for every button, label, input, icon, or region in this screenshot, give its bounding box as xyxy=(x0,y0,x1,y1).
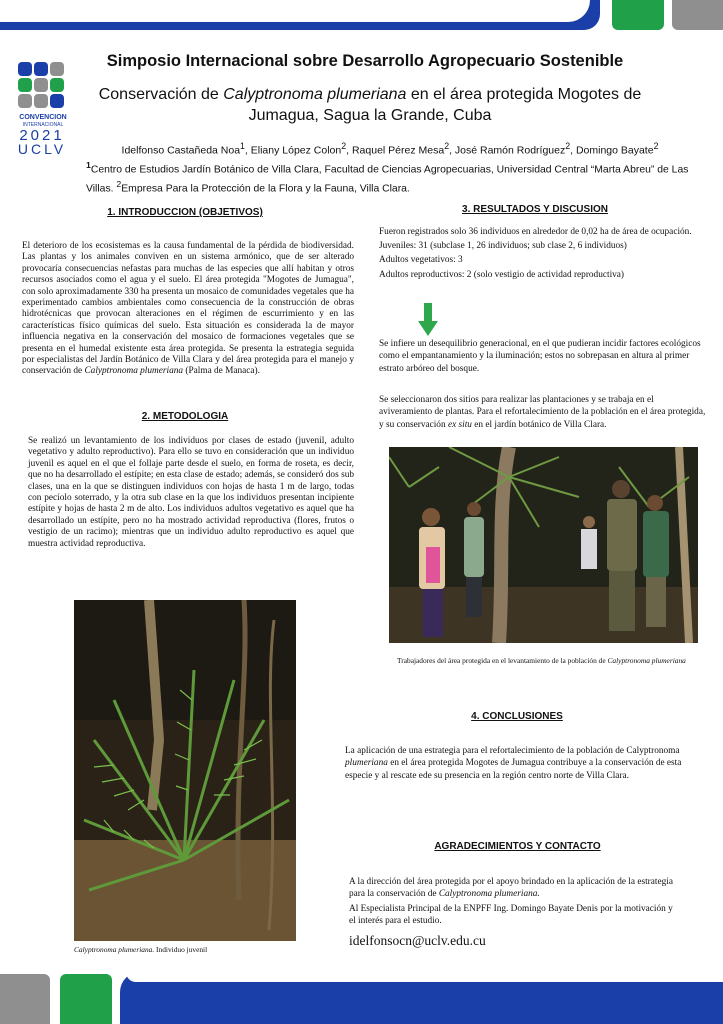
results-inference: Se infiere un desequilibrio generacional, en el que pudieran incidir factores ecológicos como el empantanamiento y la iluminación; estos no sobrepasan en altura al primer estrato arbóreo del bosque. xyxy=(379,339,701,374)
results-line: Adultos reproductivos: 2 (solo vestigio de actividad reproductiva) xyxy=(379,269,625,280)
intro-heading: 1. INTRODUCCION (OBJETIVOS) xyxy=(107,207,263,218)
affiliations: $^1$Centro de Estudios Jardín Botánico de Villa Clara, Facultad de Ciencias Agropecuarias, Universidad Central “Marta Abreu” de Las Villas. $^2$Empresa Para la Protección de la Flora y la Fauna, Villa Clara. xyxy=(86,160,689,195)
acknowledgements-heading: AGRADECIMIENTOS Y CONTACTO xyxy=(434,841,601,852)
symposium-title: Simposio Internacional sobre Desarrollo Agropecuario Sostenible xyxy=(106,52,624,70)
results-line: Fueron registrados solo 36 individuos en alrededor de 0,02 ha de área de ocupación. xyxy=(379,227,692,237)
bottom-green-tab xyxy=(60,974,112,1024)
title-species: Calyptronoma plumeriana xyxy=(223,86,407,103)
methods-heading: 2. METODOLOGIA xyxy=(141,411,229,422)
workers-photo xyxy=(389,447,698,643)
top-green-tab xyxy=(612,0,664,30)
conclusions-text: La aplicación de una estrategia para el refortalecimiento de la población de Calyptronoma plumeriana en el área protegida Mogotes de Jumagua contribuye a la conservación de esta especie y al rescate ede su presencia en la región centro norte de Villa Clara. xyxy=(345,746,682,781)
logo-line1: CONVENCION xyxy=(19,114,67,121)
workers-photo-caption: Trabajadores del área protegida en el levantamiento de la población de Calyptronoma plumeriana xyxy=(397,656,686,665)
top-banner-inner xyxy=(0,0,590,22)
bottom-gray-tab xyxy=(0,974,50,1024)
logo-line2: INTERNACIONAL xyxy=(22,122,64,128)
authors: Idelfonso Castañeda Noa$^1$, Eliany López Colon$^2$, Raquel Pérez Mesa$^2$, José Ramón Rodríguez$^2$, Domingo Bayate$^2$ xyxy=(121,141,659,157)
logo-year: 2021 xyxy=(19,127,65,144)
down-arrow-icon xyxy=(418,303,438,337)
methods-text: Se realizó un levantamiento de los individuos por clases de estado (juvenil, adulto vegetativo y adulto reproductivo). Para ello se tuvo en consideración que un individuo juvenil es aquel en el que el follaje parte desde el suelo, en forma de roseta, es decir, que no ha desarrollado el estípite; en esta clase de estado; además, se consideró dos sub clases, una en la que se distinguen individuos con hojas de hasta 1 m de largo, todas con pecíolo soterrado, y la otra sub clase en la que los individuos presentan incipiente estípite y hojas de hasta 2 m de alto. Los individuos adultos vegetativo es aquel que ha desarrollado un estípite, pero no ha mostrado actividad reproductiva (flores, frutos o vestigio de un racimo); mientras que un individuo adulto reproductivo es aquel que muestra actividad reproductiva. xyxy=(28,436,354,549)
results-line: Juveniles: 31 (subclase 1, 26 individuos; sub clase 2, 6 individuos) xyxy=(379,241,627,252)
acknowledgement-1: A la dirección del área protegida por el apoyo brindado en la aplicación de la estrategia para la conservación de Calyptronoma plumeriana. xyxy=(349,877,673,900)
intro-text: El deterioro de los ecosistemas es la causa fundamental de la pérdida de biodiversidad. Las plantas y los animales conviven en un sistema armónico, que de ser alterado provocaría consecuencias nefastas para muchas de las especies que allí habitan y otros recursos asociados como el agua y el suelo. El área protegida "Mogotes de Jumagua", con solo aproximadamente 330 ha presenta un mosaico de comunidades vegetales que ha experimentado cambios ambientales como consecuencia de la construcción de obras hidrotécnicas que provocan alteraciones en el régimen de escurrimiento y en las características físico químicas del suelo. Esta situación es considerada la de mayor influencia negativa en la conservación del mosaico de formaciones vegetales que se presenta en el humedal existente esta área protegida. Se presenta la estrategia seguida por especialistas del Jardín Botánico de Villa Clara y del área protegida para el manejo y conservación de Calyptronoma plumeriana (Palma de Manaca). xyxy=(22,241,354,377)
acknowledgement-2: Al Especialista Principal de la ENPFF Ing. Domingo Bayate Denis por la motivación y el interés para el estudio. xyxy=(349,903,673,927)
results-list xyxy=(379,226,707,282)
workers-illustration xyxy=(389,447,698,643)
acknowledgements-text xyxy=(349,876,679,928)
poster-title: Conservación de Calyptronoma plumeriana en el área protegida Mogotes de Jumagua, Sagua la Grande, Cuba xyxy=(98,86,642,124)
contact-email[interactable]: idelfonsocn@uclv.edu.cu xyxy=(349,933,486,948)
juvenile-palm-photo xyxy=(74,600,296,941)
logo-acronym: UCLV xyxy=(17,141,67,157)
juvenile-photo-caption: Calyptronoma plumeriana. Individuo juvenil xyxy=(74,945,208,954)
bottom-banner-inner xyxy=(126,972,723,982)
top-gray-tab xyxy=(672,0,723,30)
palm-illustration xyxy=(74,600,296,941)
results-heading: 3. RESULTADOS Y DISCUSION xyxy=(462,204,608,215)
results-selection: Se seleccionaron dos sitios para realizar las plantaciones y se trabaja en el aviveramiento de plantas. Para el refortalecimiento de la población en el área protegida, y su conservación ex situ en el jardín botánico de Villa Clara. xyxy=(379,395,706,430)
conclusions-heading: 4. CONCLUSIONES xyxy=(471,711,563,722)
results-line: Adultos vegetativos: 3 xyxy=(379,255,463,266)
